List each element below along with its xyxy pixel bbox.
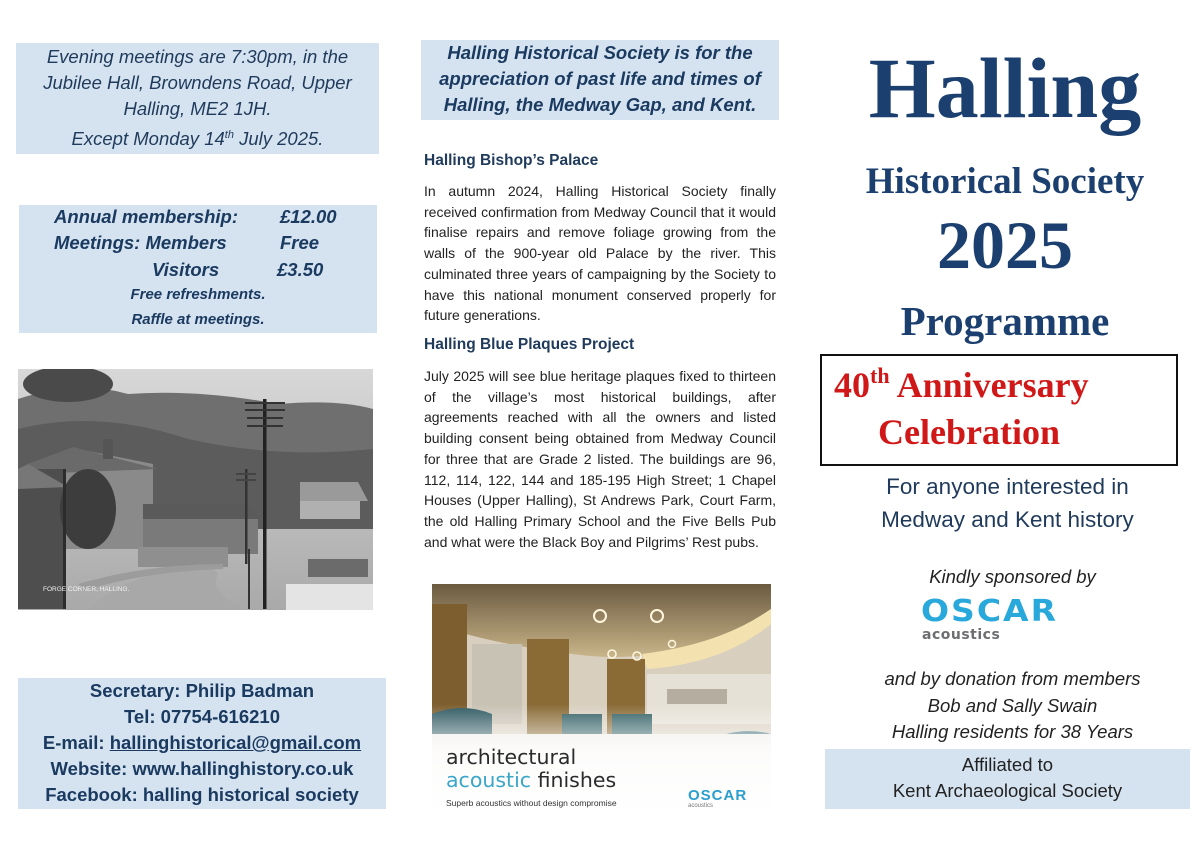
email-link[interactable]: hallinghistorical@gmail.com: [109, 732, 362, 753]
section-title-blue-plaques: Halling Blue Plaques Project: [424, 336, 635, 353]
advert-tagline: Superb acoustics without design compromise: [446, 798, 617, 808]
mission-statement-box: [421, 40, 779, 120]
affiliated-to-label: Affiliated to: [961, 754, 1054, 775]
meeting-exception-date: July 2025.: [233, 128, 324, 150]
anniversary-word: Anniversary: [889, 365, 1089, 405]
advert-headline-1: architectural: [446, 745, 577, 769]
anniversary-ordinal: th: [870, 363, 890, 388]
donation-line-3: Halling residents for 38 Years: [891, 721, 1134, 742]
contact-box: [18, 678, 386, 809]
members-price: Free: [280, 232, 320, 253]
meeting-exception-text: Except Monday 14: [71, 128, 225, 150]
advert-headline-accent: acoustic: [446, 768, 532, 792]
secretary-line: Secretary: Philip Badman: [89, 680, 315, 701]
photo-caption: FORGE CORNER, HALLING.: [43, 586, 130, 593]
donation-line-2: Bob and Sally Swain: [927, 695, 1098, 716]
advert-headline-rest: finishes: [531, 768, 617, 792]
oscar-acoustics-logo: [921, 592, 1101, 645]
cover-title: Halling: [868, 40, 1142, 136]
visitors-price: £3.50: [277, 259, 324, 280]
meeting-line-4: [16, 122, 379, 152]
oscar-logo-main: OSCAR: [921, 592, 1058, 629]
annual-membership-price: £12.00: [280, 206, 337, 227]
meeting-info-box: [16, 43, 379, 154]
tagline-line-1: For anyone interested in: [886, 474, 1129, 499]
affiliation-box: [825, 749, 1190, 809]
refreshments-note: Free refreshments.: [130, 286, 266, 303]
anniversary-box: [820, 354, 1178, 466]
annual-membership-label: Annual membership:: [54, 206, 238, 227]
facebook-line: Facebook: halling historical society: [45, 784, 359, 805]
anniversary-number: 40: [834, 365, 870, 405]
section-body-blue-plaques: July 2025 will see blue heritage plaques fixed to thirteen of the village’s most historical buildings, after agreements reached with all the owners and listed building consent being obtained from Medway Council for three that are Grade 2 listed. The buildings are 96, 112, 114, 122, 144 and 185-195 High Street; 1 Chapel Houses (Upper Halling), St Andrews Park, Court Farm, the old Halling Primary School and the Five Bells Pub and what were the Black Boy and Pilgrims’ Rest pubs.: [424, 368, 776, 550]
advert-headline-2: [446, 769, 616, 791]
celebration-line: Celebration: [878, 412, 1060, 452]
donation-line-1: and by donation from members: [884, 668, 1141, 689]
website-line[interactable]: Website: www.hallinghistory.co.uk: [50, 758, 354, 779]
meetings-members-label: Meetings: Members: [54, 232, 227, 253]
email-line: [18, 730, 386, 756]
telephone-line: Tel: 07754-616210: [124, 706, 280, 727]
sponsored-by-label: Kindly sponsored by: [929, 566, 1096, 587]
visitors-label: Visitors: [152, 259, 220, 280]
cover-subtitle: Historical Society: [865, 161, 1145, 202]
section-title-bishops-palace: Halling Bishop’s Palace: [424, 152, 599, 169]
meeting-line-2: Jubilee Hall, Browndens Road, Upper: [43, 72, 352, 93]
meeting-line-3: Halling, ME2 1JH.: [123, 98, 272, 119]
anniversary-line: [834, 364, 1089, 406]
mission-line-2: appreciation of past life and times of: [439, 68, 761, 89]
section-body-bishops-palace: In autumn 2024, Halling Historical Society finally received confirmation from Medway Council that it would finalise repairs and remove foliage growing from the walls of the 900-year old Palace by the river. This culminated three years of campaigning by the Society to have this national monument conserved properly for future generations.: [424, 183, 776, 324]
email-label: E-mail:: [42, 732, 110, 753]
oscar-logo-sub: acoustics: [922, 627, 1001, 643]
mission-line-1: Halling Historical Society is for the: [447, 42, 753, 63]
cover-programme: Programme: [900, 298, 1110, 344]
cover-year: 2025: [937, 207, 1073, 283]
oscar-acoustics-advert: [432, 584, 771, 816]
tagline-line-2: Medway and Kent history: [881, 507, 1134, 532]
kent-archaeological-society: Kent Archaeological Society: [892, 780, 1123, 801]
meeting-line-1: Evening meetings are 7:30pm, in the: [46, 46, 349, 67]
raffle-note: Raffle at meetings.: [131, 311, 265, 328]
ordinal-suffix: th: [224, 129, 234, 141]
photo-illustration: [18, 369, 373, 610]
advert-logo-main: OSCAR: [688, 787, 748, 804]
membership-box: [19, 205, 377, 333]
advert-logo-sub: acoustics: [688, 803, 714, 809]
historic-photo-forge-corner: [18, 369, 373, 610]
mission-line-3: Halling, the Medway Gap, and Kent.: [443, 94, 757, 115]
